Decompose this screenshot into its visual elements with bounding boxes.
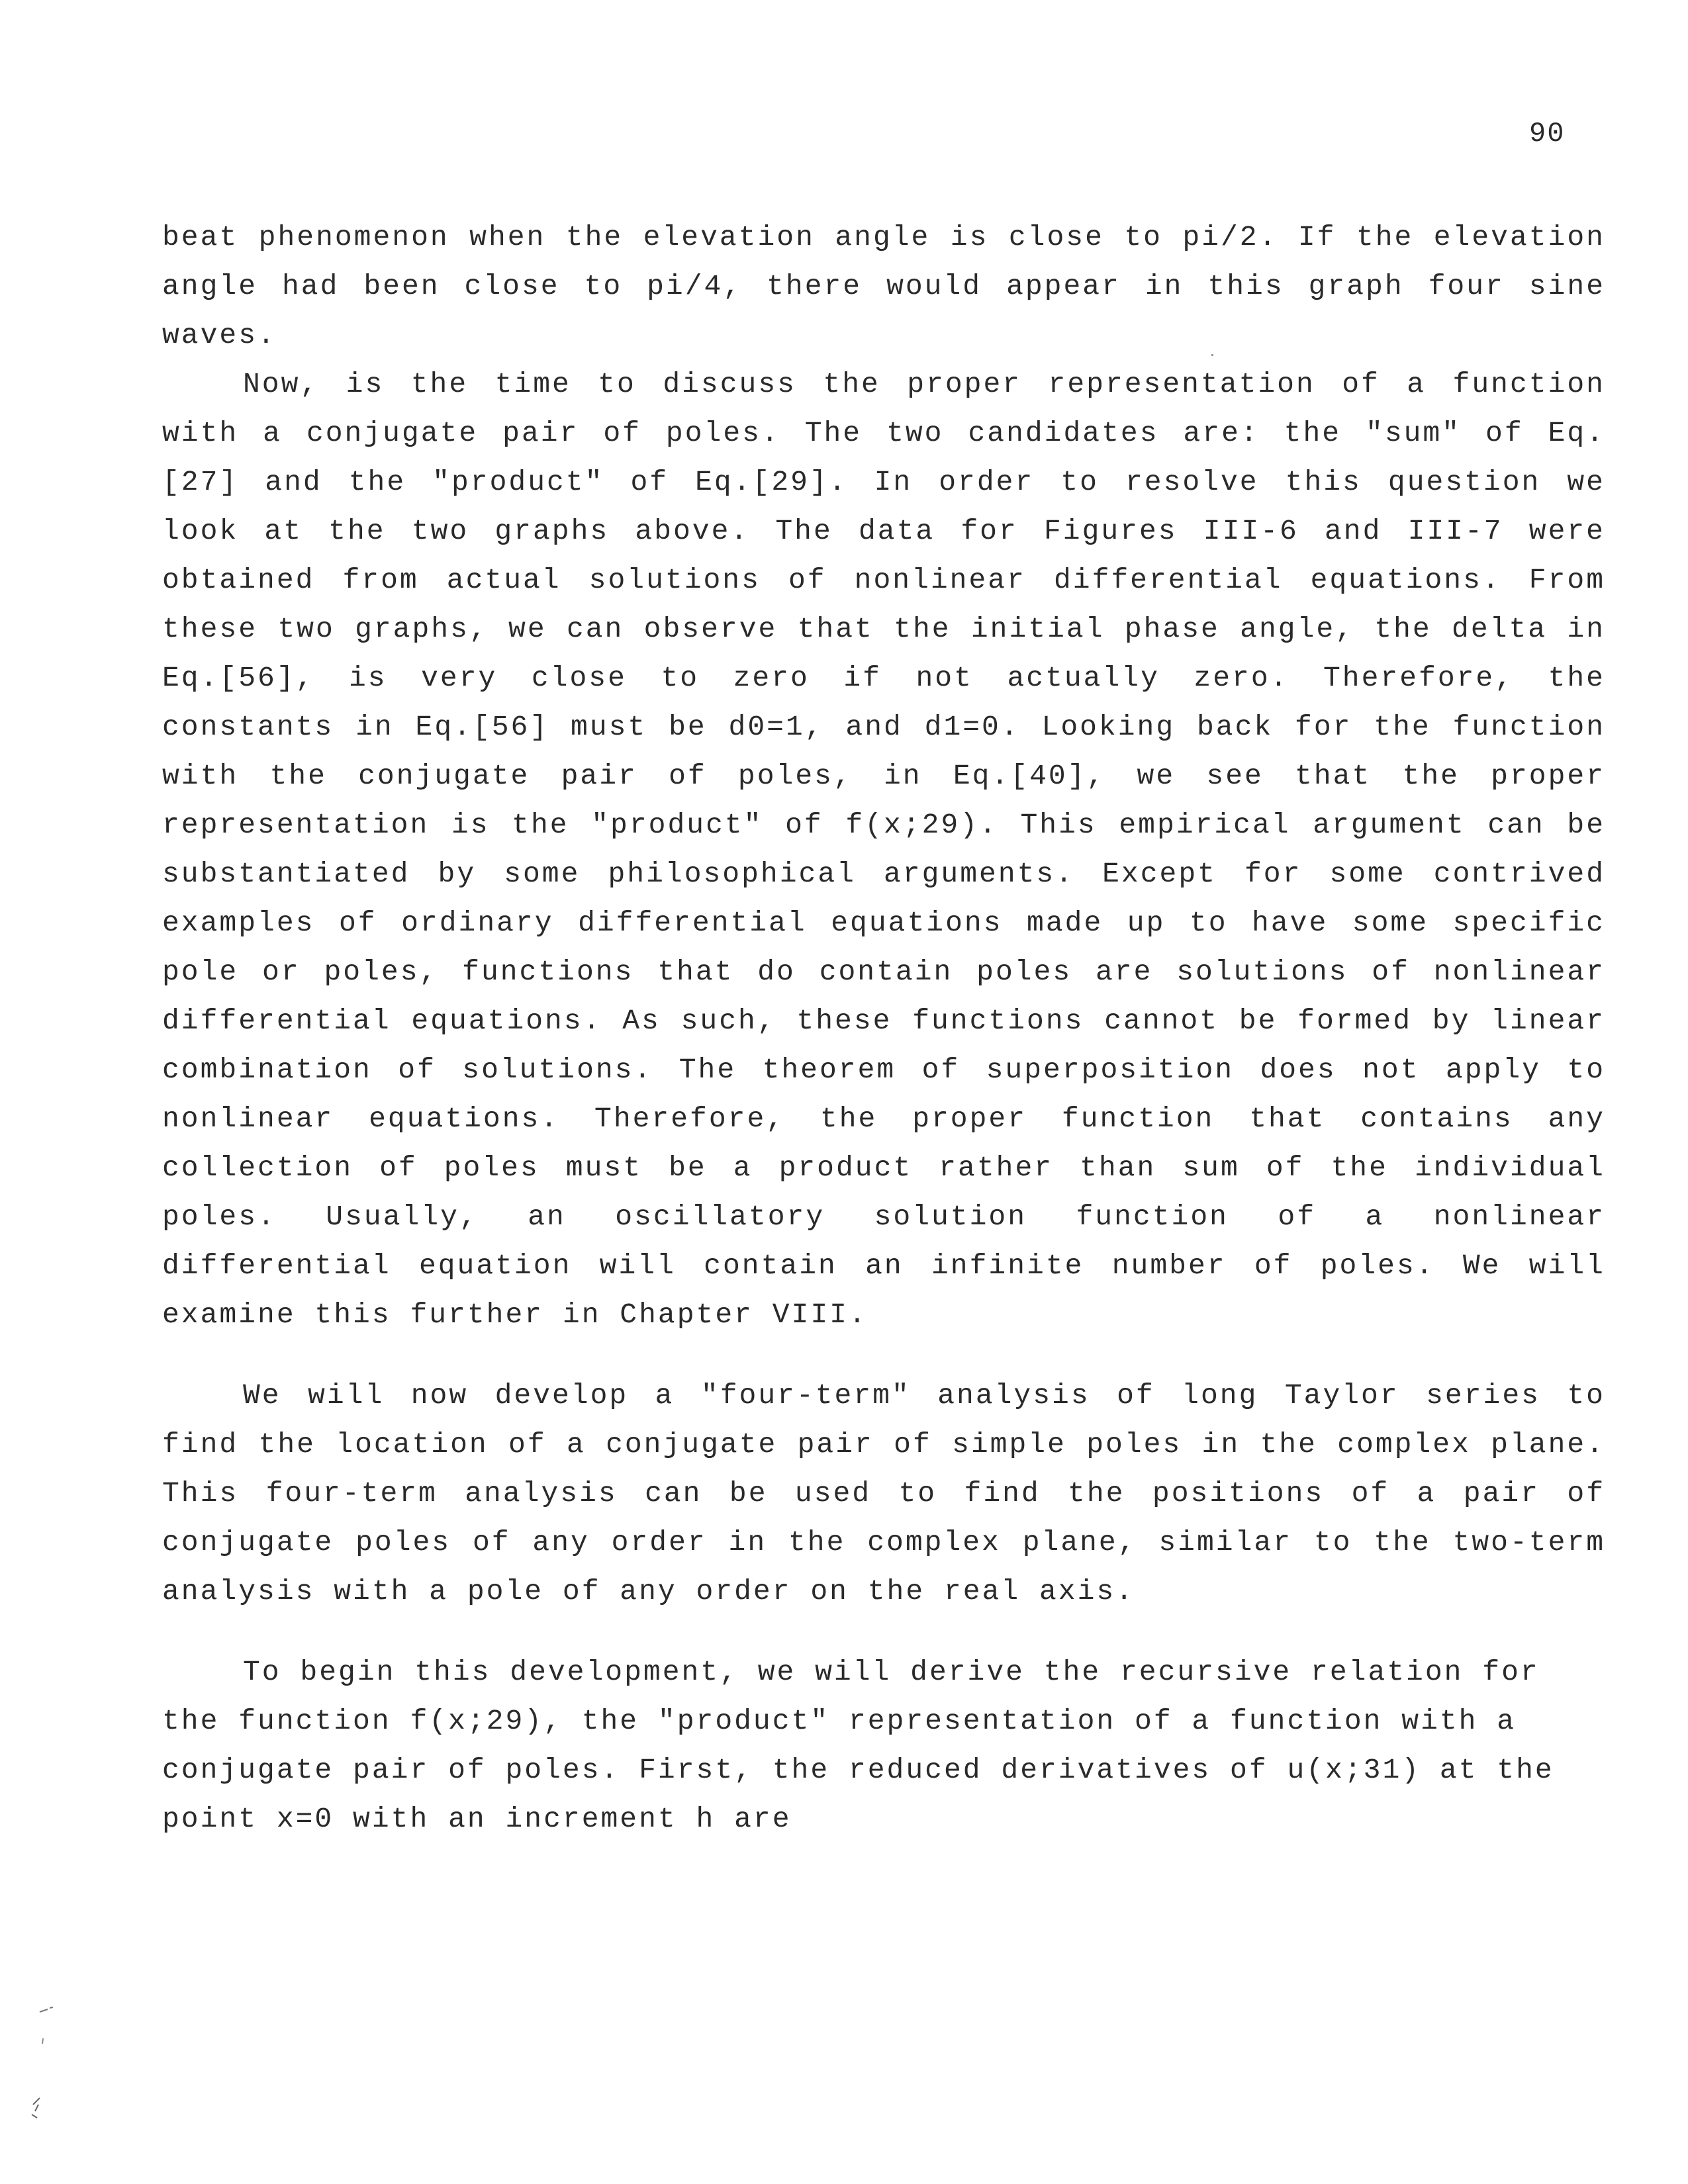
page-number: 90 <box>1529 118 1566 150</box>
scan-artifact-icon <box>13 2005 60 2138</box>
paragraph-representation: Now, is the time to discuss the proper representation of a function with a conjugate pair of poles. The two candidates are: the "sum" of Eq.[27] and the "product" of Eq.[29]. In order to resolve this question we look at the two graphs above. The data for Figures III-6 and III-7 were obtained from actual solutions of nonlinear differential equations. From these two graphs, we can observe that the initial phase angle, the delta in Eq.[56], is very close to zero if not actually zero. Therefore, the constants in Eq.[56] must be d0=1, and d1=0. Looking back for the function with the conjugate pair of poles, in Eq.[40], we see that the proper representation is the "product" of f(x;29). This empirical argument can be substantiated by some philosophical arguments. Except for some contrived examples of ordinary differential equations made up to have some specific pole or poles, functions that do contain poles are solutions of nonlinear differential equations. As such, these functions cannot be formed by linear combination of solutions. The theorem of superposition does not apply to nonlinear equations. Therefore, the proper function that contains any collection of poles must be a product rather than sum of the individual poles. Usually, an oscillatory solution function of a nonlinear differential equation will contain an infinite number of poles. We will examine this further in Chapter VIII. <box>162 368 1605 1331</box>
body-text <box>162 213 1605 1844</box>
paragraph-continuation: beat phenomenon when the elevation angle is close to pi/2. If the elevation angle had been close to pi/4, there would appear in this graph four sine waves. <box>162 221 1605 351</box>
paragraph-recursive-relation: To begin this development, we will derive the recursive relation for the function f(x;29), the "product" representation of a function with a conjugate pair of poles. First, the reduced derivatives of u(x;31) at the point x=0 with an increment h are <box>162 1656 1554 1835</box>
paragraph-four-term-analysis: We will now develop a "four-term" analysis of long Taylor series to find the location of a conjugate pair of simple poles in the complex plane. This four-term analysis can be used to find the positions of a pair of conjugate poles of any order in the complex plane, similar to the two-term analysis with a pole of any order on the real axis. <box>162 1379 1605 1608</box>
